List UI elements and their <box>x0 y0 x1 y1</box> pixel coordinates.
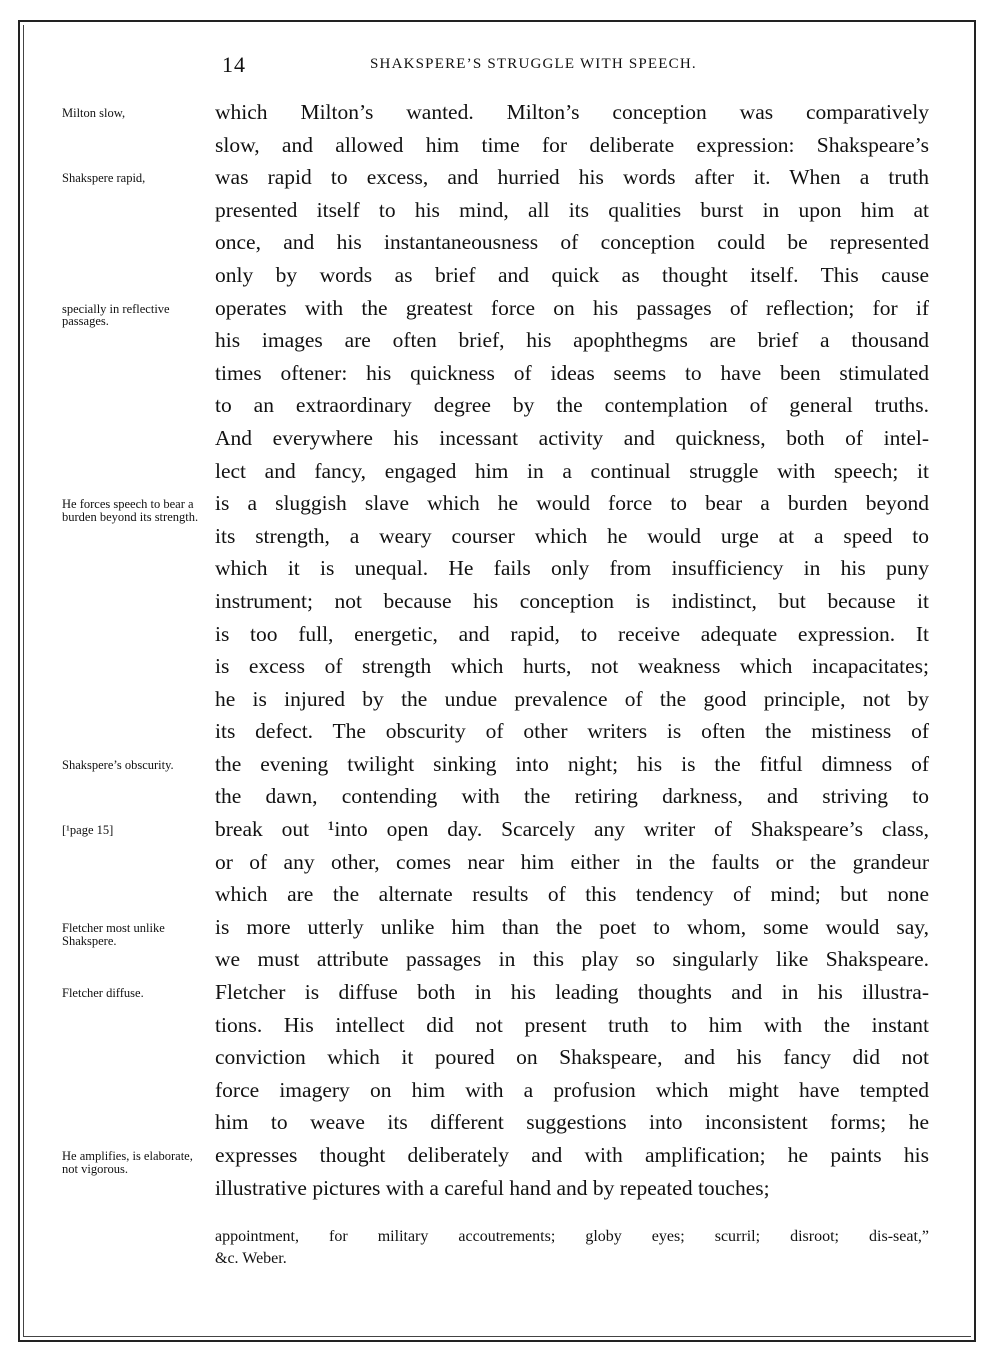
margin-note: He amplifies, is elaborate, not vigorous. <box>62 1149 193 1176</box>
body-line: is a sluggish slave which he would force to bear a burden beyond <box>215 491 929 516</box>
body-line: the dawn, contending with the retiring darkness, and striving to <box>215 784 929 809</box>
body-line: And everywhere his incessant activity and quickness, both of intel- <box>215 425 929 450</box>
body-line: Fletcher is diffuse both in his leading thoughts and in his illustra- <box>215 980 929 1005</box>
footnote <box>215 1226 929 1270</box>
body-line: instrument; not because his conception is indistinct, but because it <box>215 588 929 613</box>
body-line: expresses thought deliberately and with amplification; he paints his <box>215 1143 929 1167</box>
body-line: slow, and allowed him time for deliberate expression: Shakspeare’s <box>215 132 929 157</box>
page-number: 14 <box>222 52 246 77</box>
margin-note: [¹page 15] <box>62 823 114 838</box>
body-line: its strength, a weary courser which he would urge at a speed to <box>215 523 929 548</box>
body-line: illustrative pictures with a careful hand and by repeated touches; <box>215 1175 770 1200</box>
body-line: times oftener: his quickness of ideas seems to have been stimulated <box>215 360 929 385</box>
margin-note: Shakspere rapid, <box>62 171 146 186</box>
body-line: which it is unequal. He fails only from insufficiency in his puny <box>215 556 929 581</box>
body-line: which Milton’s wanted. Milton’s conception was comparatively <box>215 100 929 124</box>
body-line: its defect. The obscurity of other writers is often the mistiness of <box>215 719 929 744</box>
body-line: or of any other, comes near him either in the faults or the grandeur <box>215 849 929 874</box>
body-line: is too full, energetic, and rapid, to receive adequate expression. It <box>215 621 929 646</box>
margin-note: specially in reflective passages. <box>62 301 170 329</box>
body-line: break out ¹into open day. Scarcely any writer of Shakspeare’s class, <box>215 817 929 842</box>
body-line: operates with the greatest force on his passages of reflection; for if <box>215 295 929 320</box>
body-line: which are the alternate results of this tendency of mind; but none <box>215 882 929 907</box>
body-line: the evening twilight sinking into night; his is the fitful dimness of <box>215 751 929 776</box>
body-line: him to weave its different suggestions into inconsistent forms; he <box>215 1110 929 1135</box>
body-line: was rapid to excess, and hurried his words after it. When a truth <box>215 165 929 190</box>
body-line: we must attribute passages in this play so singularly like Shakspeare. <box>215 947 929 972</box>
page-header <box>0 52 1000 78</box>
body-line: is excess of strength which hurts, not weakness which incapacitates; <box>215 654 929 679</box>
body-line: is more utterly unlike him than the poet to whom, some would say, <box>215 914 929 939</box>
body-line: presented itself to his mind, all its qualities burst in upon him at <box>215 197 929 222</box>
margin-note: Milton slow, <box>62 106 126 120</box>
body-line: tions. His intellect did not present truth to him with the instant <box>215 1012 929 1037</box>
body-line: once, and his instantaneousness of conception could be represented <box>215 230 929 255</box>
body-line: lect and fancy, engaged him in a continual struggle with speech; it <box>215 458 929 483</box>
body-line: conviction which it poured on Shakspeare, and his fancy did not <box>215 1045 929 1070</box>
body-line: he is injured by the undue prevalence of the good principle, not by <box>215 686 929 711</box>
body-line: force imagery on him with a profusion which might have tempted <box>215 1077 929 1102</box>
margin-note: He forces speech to bear a burden beyond its strength. <box>62 497 199 524</box>
body-line: only by words as brief and quick as thought itself. This cause <box>215 262 929 287</box>
running-head: SHAKSPERE’S STRUGGLE WITH SPEECH. <box>370 56 697 72</box>
body-line: his images are often brief, his apophthegms are brief a thousand <box>215 328 929 353</box>
footnote-line: &c. Weber. <box>215 1250 287 1267</box>
body-line: to an extraordinary degree by the contemplation of general truths. <box>215 393 929 418</box>
body-text <box>215 96 929 1204</box>
footnote-line: appointment, for military accoutrements; globy eyes; scurril; disroot; dis-seat,” <box>215 1228 929 1245</box>
margin-note: Fletcher diffuse. <box>62 986 144 1001</box>
margin-note: Fletcher most unlike Shakspere. <box>62 921 165 948</box>
margin-note: Shakspere’s obscurity. <box>62 758 174 772</box>
